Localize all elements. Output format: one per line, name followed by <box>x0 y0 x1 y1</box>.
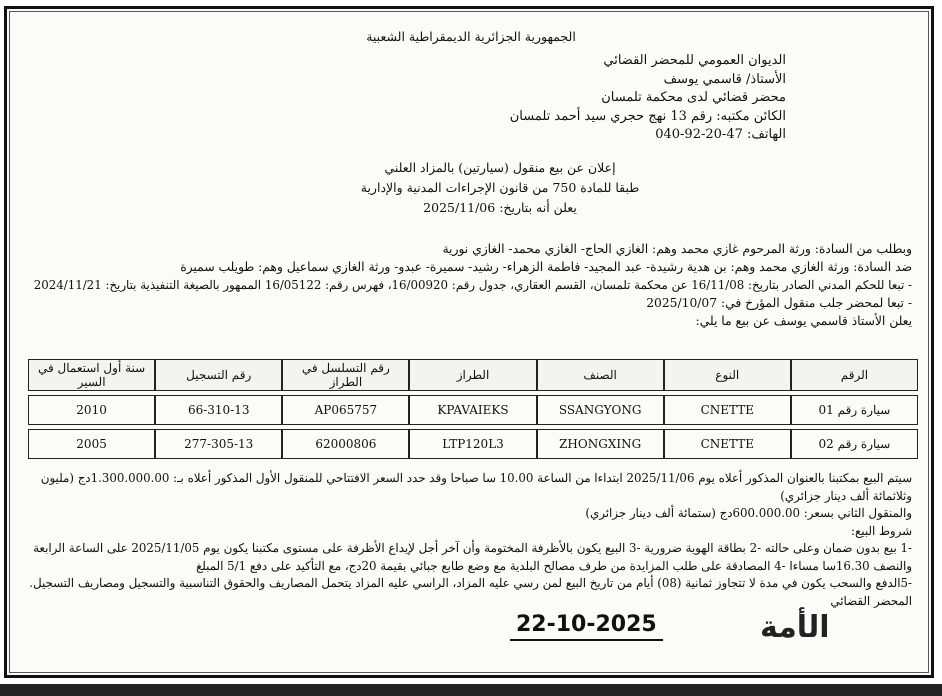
office-block <box>386 52 786 145</box>
cell: 66-310-13 <box>155 395 282 425</box>
table-row <box>28 429 918 459</box>
sale-line: المحضر القضائي <box>830 593 912 608</box>
cell: 277-305-13 <box>155 429 282 459</box>
cell: AP065757 <box>282 395 409 425</box>
sale-line: والمنقول الثاني بسعر: 600.000.00دج (ستمائة ألف دينار جزائري) <box>585 506 912 520</box>
title-line: إعلان عن بيع منقول (سيارتين) بالمزاد العلني <box>384 160 616 175</box>
header-cell: الطراز <box>409 359 536 391</box>
sale-block <box>25 470 912 610</box>
parties-line: وبطلب من السادة: ورثة المرحوم غازي محمد وهم: الغازي الحاج- الغازي محمد- الغازي نورية <box>442 242 912 256</box>
office-line: الهاتف: 47-20-92-040 <box>655 127 786 142</box>
header-cell: رقم التسلسل في الطراز <box>282 359 409 391</box>
publication-date: 22-10-2025 <box>510 612 663 641</box>
header-cell: الصنف <box>537 359 664 391</box>
header-cell: الرقم <box>791 359 918 391</box>
parties-line: - تبعا للحكم المدني الصادر بتاريخ: 16/11/08 عن محكمة تلمسان، القسم العقاري، جدول رقم: 16/00920، فهرس رقم: 16/05122 الممهور بالصيغة التنفيذية بتاريخ: 2024/11/21 <box>33 278 912 292</box>
parties-block <box>25 240 912 330</box>
parties-line: - تبعا لمحضر جلب منقول المؤرخ في: 2025/10/07 <box>646 296 912 310</box>
cell: KPAVAIEKS <box>409 395 536 425</box>
office-line: الديوان العمومي للمحضر القضائي <box>603 53 786 68</box>
bottom-border <box>0 684 942 696</box>
cell: CNETTE <box>664 429 791 459</box>
title-line: يعلن أنه بتاريخ: 2025/11/06 <box>423 200 577 215</box>
cell: 62000806 <box>282 429 409 459</box>
republic-header: الجمهورية الجزائرية الديمقراطية الشعبية <box>366 29 576 44</box>
sale-line: -1 بيع بدون ضمان وعلى حالته -2 بطاقة الهوية ضرورية -3 البيع يكون بالأظرفة المختومة وأن آخر أجل لإيداع الأظرفة على مستوى مكتبنا يكون يوم 2025/11/05 على الساعة الرابعة والنصف 16.30سا مساءا -4 المصادقة على طلب المزايدة من طرف مصالح البلدية مع وضع طابع جبائي بقيمة 20دج، مع التأكيد على دفع 5/1 المبلغ <box>33 541 912 573</box>
parties-line: يعلن الأستاذ قاسمي يوسف عن بيع ما يلي: <box>695 314 912 328</box>
cell: ZHONGXING <box>537 429 664 459</box>
office-line: الأستاذ/ قاسمي يوسف <box>663 71 786 87</box>
sale-line: شروط البيع: <box>851 523 912 538</box>
notice-title <box>330 158 670 218</box>
cell: 2005 <box>28 429 155 459</box>
office-line: محضر قضائي لدى محكمة تلمسان <box>601 90 786 105</box>
header-cell: النوع <box>664 359 791 391</box>
table-row <box>28 395 918 425</box>
header-cell: سنة أول استعمال في السير <box>28 359 155 391</box>
cell: LTP120L3 <box>409 429 536 459</box>
cell: 2010 <box>28 395 155 425</box>
cell: CNETTE <box>664 395 791 425</box>
vehicles-table <box>28 355 918 463</box>
table-header-row <box>28 359 918 391</box>
newspaper-logo: الأمة <box>760 610 830 645</box>
header-cell: رقم التسجيل <box>155 359 282 391</box>
parties-line: ضد السادة: ورثة الغازي محمد وهم: بن هدية رشيدة- عبد المجيد- فاطمة الزهراء- رشيد- سميرة- عبدو- ورثة الغازي سماعيل وهم: طويلب سميرة <box>180 260 912 274</box>
title-line: طبقا للمادة 750 من قانون الإجراءات المدنية والإدارية <box>360 180 640 195</box>
office-line: الكائن مكتبه: رقم 13 نهج حجري سيد أحمد تلمسان <box>509 108 786 124</box>
sale-line: سيتم البيع بمكتبنا بالعنوان المذكور أعلاه يوم 2025/11/06 ابتداءا من الساعة 10.00 سا صباحا وقد حدد السعر الافتتاحي للمنقول الأول المذكور أعلاه بـ: 1.300.000.00دج (مليون وثلاثمائة ألف دينار جزائري) <box>40 471 912 503</box>
cell: سيارة رقم 01 <box>791 395 918 425</box>
cell: SSANGYONG <box>537 395 664 425</box>
sale-line: -5الدفع والسحب يكون في مدة لا تتجاوز ثمانية (08) أيام من تاريخ البيع لمن رسي عليه المزاد، الراسي عليه المزاد يتحمل المصاريف والحقوق التناسبية والتسجيل ومصاريف التسجيل. <box>29 576 912 590</box>
cell: سيارة رقم 02 <box>791 429 918 459</box>
